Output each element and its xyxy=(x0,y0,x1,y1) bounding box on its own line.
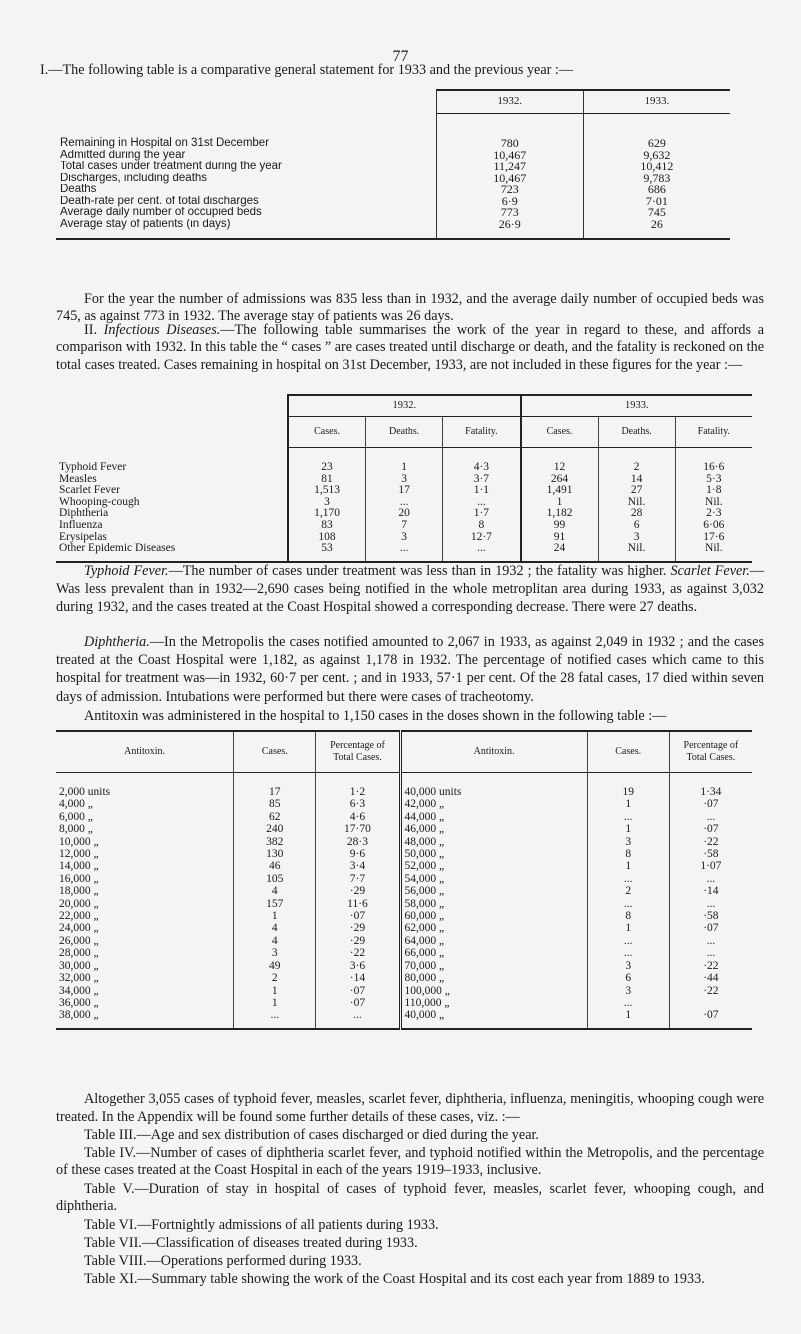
table2-cell-c32: 23 xyxy=(288,448,365,474)
table1-row xyxy=(56,219,730,240)
table1-value-1933: 686 xyxy=(583,184,730,196)
table3-pct-right: ... xyxy=(669,873,752,885)
table3-pct-right: ·14 xyxy=(669,885,752,897)
table3-pct-left: 7·7 xyxy=(316,873,400,885)
table1-value-1932: 10,467 xyxy=(436,150,583,162)
table3-dose-right: 80,000 „ xyxy=(400,972,587,984)
table1-value-1932: 11,247 xyxy=(436,161,583,173)
table3-pct-right: ... xyxy=(669,811,752,823)
table3-pct-right: ·07 xyxy=(669,823,752,835)
diphtheria-heading: Diphtheria. xyxy=(84,634,150,650)
table1-row-label: Total cases under treatment during the year xyxy=(60,161,282,172)
table1-header-1932: 1932. xyxy=(436,90,583,114)
table2-cell-d33: 2 xyxy=(598,448,675,474)
table3-dose-right: 46,000 „ xyxy=(400,823,587,835)
table1-row xyxy=(56,150,730,162)
scarlet-heading: Scarlet Fever. xyxy=(670,563,750,579)
table3-pct-right: ·07 xyxy=(669,922,752,934)
table1-row xyxy=(56,207,730,219)
table3-cases-left: 17 xyxy=(234,773,316,799)
table1-value-1933: 10,412 xyxy=(583,161,730,173)
table2-cell-f32: 12·7 xyxy=(443,532,521,544)
table1-row-label: Deaths xyxy=(60,184,97,195)
table2-disease-label: Measles xyxy=(59,473,97,485)
table3-pct-left: ·29 xyxy=(316,885,400,897)
table2-cell-d33: 14 xyxy=(598,474,675,486)
table1-row xyxy=(56,184,730,196)
table3-cases-right: ... xyxy=(587,997,669,1009)
table2-cell-c32: 81 xyxy=(288,474,365,486)
table2-sub-deaths-1932: Deaths. xyxy=(366,417,443,448)
table1-row-label: Death-rate per cent. of total discharges xyxy=(60,195,259,207)
table2-cell-c33: 24 xyxy=(521,543,598,562)
table2-subheader-row xyxy=(56,417,752,448)
table3-pct-right xyxy=(669,997,752,1009)
table3-row xyxy=(56,910,752,922)
table3-pct-right: ·07 xyxy=(669,798,752,810)
table3-pct-left: 3·6 xyxy=(316,960,400,972)
table3-row xyxy=(56,798,752,810)
table2-cell-d32: ... xyxy=(366,543,443,562)
table3-dose-left: 4,000 „ xyxy=(59,798,93,811)
table3-pct-right: ·07 xyxy=(669,1009,752,1028)
table2-cell-f33: 2·3 xyxy=(675,508,752,520)
table3-cases-right: 8 xyxy=(587,848,669,860)
table2-sub-deaths-1933: Deaths. xyxy=(598,417,675,448)
table3-header-antitoxin-right: Antitoxin. xyxy=(400,731,587,773)
table1-value-1933: 9,783 xyxy=(583,173,730,185)
table1-row xyxy=(56,196,730,208)
table2-cell-c33: 1,491 xyxy=(521,485,598,497)
table2-cell-d33: 27 xyxy=(598,485,675,497)
table3-row xyxy=(56,922,752,934)
table2-cell-d32: ... xyxy=(366,497,443,509)
appendix-item: Table VI.—Fortnightly admissions of all patients during 1933. xyxy=(84,1217,439,1233)
table1-value-1932: 6·9 xyxy=(436,196,583,208)
table3-cases-right: 3 xyxy=(587,985,669,997)
infectious-diseases-heading: Infectious Diseases. xyxy=(103,322,221,338)
table2-cell-c33: 264 xyxy=(521,474,598,486)
table3-pct-left: ·07 xyxy=(316,985,400,997)
table2-sub-cases-1933: Cases. xyxy=(521,417,598,448)
infectious-diseases-table xyxy=(56,394,752,563)
table3-dose-right: 40,000 „ xyxy=(400,1009,587,1028)
table2-row xyxy=(56,520,752,532)
table3-pct-left: 1·2 xyxy=(316,773,400,799)
typhoid-text: —The number of cases under treatment was less than in 1932 ; the fatality was higher. xyxy=(168,563,667,579)
table3-pct-left: 9·6 xyxy=(316,848,400,860)
table3-cases-right: 3 xyxy=(587,836,669,848)
table2-sub-fatality-1933: Fatality. xyxy=(675,417,752,448)
table3-row xyxy=(56,836,752,848)
table3-pct-left: ·07 xyxy=(316,997,400,1009)
table2-cell-d32: 1 xyxy=(366,448,443,474)
table3-row xyxy=(56,972,752,984)
table3-dose-left: 36,000 „ xyxy=(59,996,99,1009)
table3-row xyxy=(56,848,752,860)
table3-cases-left: 157 xyxy=(234,898,316,910)
table3-cases-right: 19 xyxy=(587,773,669,799)
table3-dose-left: 10,000 „ xyxy=(59,835,99,848)
table3-row xyxy=(56,885,752,897)
table1-row-label: Remaining in Hospital on 31st December xyxy=(60,136,270,149)
table3-dose-left: 38,000 „ xyxy=(56,1009,234,1028)
table2-cell-f33: 1·8 xyxy=(675,485,752,497)
table3-pct-left: ·07 xyxy=(316,910,400,922)
table2-year-1932: 1932. xyxy=(288,395,520,417)
comparative-statement-table xyxy=(56,89,730,240)
table3-dose-right: 110,000 „ xyxy=(400,997,587,1009)
table3-cases-left: 105 xyxy=(234,873,316,885)
table3-cases-right: ... xyxy=(587,811,669,823)
table3-row xyxy=(56,773,752,799)
table3-dose-right: 50,000 „ xyxy=(400,848,587,860)
table1-header-row xyxy=(56,90,730,114)
table3-dose-left: 18,000 „ xyxy=(59,885,99,898)
table3-dose-right: 42,000 „ xyxy=(400,798,587,810)
table3-dose-left: 26,000 „ xyxy=(59,934,99,947)
table3-pct-left: ·29 xyxy=(316,922,400,934)
table2-disease-label: Diphtheria xyxy=(59,508,109,520)
table1-value-1933: 9,632 xyxy=(583,150,730,162)
table3-pct-left: 17·70 xyxy=(316,823,400,835)
table2-cell-c32: 108 xyxy=(288,532,365,544)
typhoid-heading: Typhoid Fever. xyxy=(84,563,169,579)
table2-disease-label: Typhoid Fever xyxy=(59,460,127,473)
table3-cases-right: 3 xyxy=(587,960,669,972)
table3-cases-left: 1 xyxy=(234,985,316,997)
table2-disease-label: Influenza xyxy=(59,519,103,531)
table3-pct-right: ·22 xyxy=(669,985,752,997)
table3-dose-left: 6,000 „ xyxy=(59,810,93,823)
table3-header-cases-right: Cases. xyxy=(587,731,669,773)
table3-row xyxy=(56,898,752,910)
table3-pct-right: ·44 xyxy=(669,972,752,984)
table2-cell-f33: Nil. xyxy=(675,543,752,562)
table3-cases-right: ... xyxy=(587,935,669,947)
table3-cases-left: 2 xyxy=(234,972,316,984)
table3-dose-right: 60,000 „ xyxy=(400,910,587,922)
table2-year-row xyxy=(56,395,752,417)
table2-cell-d33: 3 xyxy=(598,532,675,544)
table3-dose-right: 58,000 „ xyxy=(400,898,587,910)
table3-pct-right: ·58 xyxy=(669,848,752,860)
table3-cases-right: 1 xyxy=(587,823,669,835)
table3-row xyxy=(56,935,752,947)
table3-row xyxy=(56,811,752,823)
table2-cell-c33: 91 xyxy=(521,532,598,544)
table3-cases-left: 1 xyxy=(234,910,316,922)
table1-row-label: Admitted during the year xyxy=(60,149,186,161)
table3-dose-left: 20,000 „ xyxy=(59,897,99,910)
table1-row-label: Discharges, including deaths xyxy=(60,172,208,184)
table3-pct-right: ... xyxy=(669,935,752,947)
table3-pct-right: ·58 xyxy=(669,910,752,922)
table3-row xyxy=(56,1009,752,1028)
table3-cases-right: ... xyxy=(587,947,669,959)
table3-dose-right: 40,000 units xyxy=(400,773,587,799)
table3-dose-right: 48,000 „ xyxy=(400,836,587,848)
table3-header-cases-left: Cases. xyxy=(234,731,316,773)
appendix-item: Table XI.—Summary table showing the work of the Coast Hospital and its cost each year from 1889 to 1933. xyxy=(84,1271,705,1287)
diphtheria-text: —In the Metropolis the cases notified amounted to 2,067 in 1933, as against 2,049 in 1932 ; and the cases treated at the Coast Hospital were 1,182, as against 1,178 in 1932. The percentage of notified cases which came to this hospital for treatment was—in 1932, 60·7 per cent. ; and in 1933, 57·1 per cent. Of the 28 fatal cases, 17 died within seven days of admission. Intubations were performed but there were cases of tracheotomy. xyxy=(56,634,764,705)
table3-dose-right: 66,000 „ xyxy=(400,947,587,959)
table3-cases-right: 1 xyxy=(587,860,669,872)
table3-dose-left: 12,000 „ xyxy=(59,848,99,861)
table3-cases-left: 62 xyxy=(234,811,316,823)
table2-cell-d33: Nil. xyxy=(598,543,675,562)
table3-dose-right: 56,000 „ xyxy=(400,885,587,897)
appendix-item: Table III.—Age and sex distribution of cases discharged or died during the year. xyxy=(84,1127,539,1143)
table3-dose-left: 16,000 „ xyxy=(59,872,99,885)
typhoid-scarlet-paragraph xyxy=(56,562,764,616)
table1-value-1933: 745 xyxy=(583,207,730,219)
section-number: II. xyxy=(84,322,97,338)
table2-disease-label: Other Epidemic Diseases xyxy=(56,543,288,562)
table3-dose-right: 64,000 „ xyxy=(400,935,587,947)
table3-pct-right: 1·34 xyxy=(669,773,752,799)
table2-row xyxy=(56,543,752,562)
table2-cell-c33: 99 xyxy=(521,520,598,532)
table3-row xyxy=(56,985,752,997)
table3-pct-left: ... xyxy=(316,1009,400,1028)
table2-cell-c32: 3 xyxy=(288,497,365,509)
table2-disease-label: Whooping-cough xyxy=(59,496,140,508)
table1-value-1932: 773 xyxy=(436,207,583,219)
table3-cases-left: 49 xyxy=(234,960,316,972)
table3-dose-left: 8,000 „ xyxy=(59,823,93,836)
table2-sub-cases-1932: Cases. xyxy=(288,417,365,448)
table1-value-1933: 26 xyxy=(583,219,730,240)
table3-dose-right: 62,000 „ xyxy=(400,922,587,934)
antitoxin-intro: Antitoxin was administered in the hospital to 1,150 cases in the doses shown in the following table :— xyxy=(84,708,667,724)
table2-cell-f32: 8 xyxy=(443,520,521,532)
table2-cell-d33: Nil. xyxy=(598,497,675,509)
appendix-item: Table VII.—Classification of diseases treated during 1933. xyxy=(84,1235,418,1251)
page-number: 77 xyxy=(392,48,409,65)
table3-cases-left: 46 xyxy=(234,860,316,872)
table1-row-label: Average daily number of occupied beds xyxy=(60,207,262,218)
scarlet-text: —Was less prevalent than in 1932—2,690 cases being notified in the whole metroplitan area during 1933, as against 3,032 during 1932, and the cases treated at the Coast Hospital showed a corresponding decrease. There were 27 deaths. xyxy=(56,563,764,615)
table3-pct-left: ·29 xyxy=(316,935,400,947)
appendix-item: Table V.—Duration of stay in hospital of cases of typhoid fever, measles, scarlet fever, whooping cough, and diphtheria. xyxy=(56,1181,764,1215)
table3-row xyxy=(56,947,752,959)
antitoxin-table xyxy=(56,730,752,1030)
table3-cases-left: 4 xyxy=(234,885,316,897)
table2-cell-f33: 5·3 xyxy=(675,474,752,486)
table3-dose-left: 32,000 „ xyxy=(59,972,99,985)
table2-cell-f33: 17·6 xyxy=(675,532,752,544)
table3-dose-left: 24,000 „ xyxy=(59,922,99,935)
table2-cell-f32: 4·3 xyxy=(443,448,521,474)
table3-row xyxy=(56,823,752,835)
table2-cell-f32: ... xyxy=(443,543,521,562)
table2-cell-d32: 20 xyxy=(366,508,443,520)
table3-dose-left: 28,000 „ xyxy=(59,947,99,960)
table3-header-row xyxy=(56,731,752,773)
table3-dose-right: 44,000 „ xyxy=(400,811,587,823)
table3-header-pct-right: Percentage of Total Cases. xyxy=(669,731,752,773)
table2-cell-c32: 1,513 xyxy=(288,485,365,497)
table3-pct-left: ·22 xyxy=(316,947,400,959)
table3-row xyxy=(56,873,752,885)
table2-cell-f32: 3·7 xyxy=(443,474,521,486)
summary-paragraph: Altogether 3,055 cases of typhoid fever, measles, scarlet fever, diphtheria, influenza, meningitis, whooping cough were treated. In the Appendix will be found some further details of these cases, viz. :— xyxy=(56,1091,764,1125)
table3-cases-right: ... xyxy=(587,873,669,885)
table1-value-1933: 7·01 xyxy=(583,196,730,208)
table1-value-1932: 723 xyxy=(436,184,583,196)
table1-header-1933: 1933. xyxy=(583,90,730,114)
table1-row xyxy=(56,161,730,173)
table3-cases-left: ... xyxy=(234,1009,316,1028)
table2-sub-fatality-1932: Fatality. xyxy=(443,417,521,448)
table3-row xyxy=(56,860,752,872)
table1-row xyxy=(56,173,730,185)
table3-dose-left: 30,000 „ xyxy=(59,959,99,972)
table3-pct-left: 6·3 xyxy=(316,798,400,810)
table3-pct-right: ·22 xyxy=(669,960,752,972)
table3-header-antitoxin-left: Antitoxin. xyxy=(56,731,234,773)
table3-pct-right: ... xyxy=(669,898,752,910)
table3-cases-right: 8 xyxy=(587,910,669,922)
table2-cell-c32: 83 xyxy=(288,520,365,532)
table1-row-label: Average stay of patients (in days) xyxy=(56,219,436,240)
table2-cell-f33: 16·6 xyxy=(675,448,752,474)
table1-value-1933: 629 xyxy=(583,114,730,150)
table2-cell-f33: Nil. xyxy=(675,497,752,509)
table3-cases-left: 382 xyxy=(234,836,316,848)
table3-pct-right: 1·07 xyxy=(669,860,752,872)
table3-cases-right: ... xyxy=(587,898,669,910)
table3-cases-left: 4 xyxy=(234,922,316,934)
admissions-paragraph: For the year the number of admissions was 835 less than in 1932, and the average daily number of occupied beds was 745, as against 773 in 1932. The average stay of patients was 26 days. xyxy=(56,291,764,325)
table2-cell-f32: ... xyxy=(443,497,521,509)
table2-cell-d33: 6 xyxy=(598,520,675,532)
table3-dose-right: 100,000 „ xyxy=(400,985,587,997)
appendix-item: Table IV.—Number of cases of diphtheria scarlet fever, and typhoid notified within the Metropolis, and the percentage of these cases treated at the Coast Hospital in each of the years 1919–1933, inclusive. xyxy=(56,1145,764,1179)
table2-cell-c33: 1,182 xyxy=(521,508,598,520)
infectious-diseases-text: —The following table summarises the work of the year in regard to these, and affords a comparison with 1932. In this table the “ cases ” are cases treated until discharge or death, and the fatality is reckoned on the total cases treated. Cases remaining in hospital on 31st December, 1933, are not included in these figures for the year :— xyxy=(56,322,765,373)
table2-cell-d33: 28 xyxy=(598,508,675,520)
table3-dose-right: 70,000 „ xyxy=(400,960,587,972)
table2-row xyxy=(56,448,752,474)
table3-pct-left: 28·3 xyxy=(316,836,400,848)
table2-cell-f32: 1·1 xyxy=(443,485,521,497)
table3-pct-right: ·22 xyxy=(669,836,752,848)
table3-pct-left: 4·6 xyxy=(316,811,400,823)
table2-cell-d32: 3 xyxy=(366,532,443,544)
infectious-diseases-paragraph xyxy=(56,322,764,374)
table2-disease-label: Scarlet Fever xyxy=(59,485,120,497)
table2-disease-label: Erysipelas xyxy=(59,531,107,543)
table2-cell-c32: 1,170 xyxy=(288,508,365,520)
table3-row xyxy=(56,997,752,1009)
table1-value-1932: 26·9 xyxy=(436,219,583,240)
table3-cases-right: 1 xyxy=(587,922,669,934)
table2-cell-f33: 6·06 xyxy=(675,520,752,532)
table2-cell-d32: 17 xyxy=(366,485,443,497)
table3-dose-left: 14,000 „ xyxy=(59,860,99,873)
table2-cell-d32: 3 xyxy=(366,474,443,486)
table3-cases-left: 1 xyxy=(234,997,316,1009)
table3-cases-left: 240 xyxy=(234,823,316,835)
table3-cases-right: 1 xyxy=(587,1009,669,1028)
table3-dose-right: 54,000 „ xyxy=(400,873,587,885)
table2-cell-f32: 1·7 xyxy=(443,508,521,520)
table3-cases-left: 3 xyxy=(234,947,316,959)
table3-cases-left: 4 xyxy=(234,935,316,947)
table2-cell-d32: 7 xyxy=(366,520,443,532)
table3-pct-right: ... xyxy=(669,947,752,959)
table2-cell-c33: 1 xyxy=(521,497,598,509)
table3-cases-right: 6 xyxy=(587,972,669,984)
table3-cases-right: 2 xyxy=(587,885,669,897)
table3-row xyxy=(56,960,752,972)
diphtheria-paragraph xyxy=(56,633,764,706)
intro-text: I.—The following table is a comparative general statement for 1933 and the previous year :— xyxy=(40,62,574,78)
table3-cases-left: 85 xyxy=(234,798,316,810)
table2-cell-c33: 12 xyxy=(521,448,598,474)
table2-year-1933: 1933. xyxy=(521,395,752,417)
table3-cases-right: 1 xyxy=(587,798,669,810)
table3-pct-left: 3·4 xyxy=(316,860,400,872)
table3-pct-left: 11·6 xyxy=(316,898,400,910)
table3-cases-left: 130 xyxy=(234,848,316,860)
table3-pct-left: ·14 xyxy=(316,972,400,984)
table1-row xyxy=(56,114,730,150)
table3-header-pct-left: Percentage of Total Cases. xyxy=(316,731,400,773)
appendix-item: Table VIII.—Operations performed during 1933. xyxy=(84,1253,362,1269)
table2-cell-c32: 53 xyxy=(288,543,365,562)
table3-dose-left: 22,000 „ xyxy=(59,910,99,923)
table3-dose-right: 52,000 „ xyxy=(400,860,587,872)
table1-value-1932: 10,467 xyxy=(436,173,583,185)
table1-value-1932: 780 xyxy=(436,114,583,150)
table3-dose-left: 2,000 units xyxy=(59,786,111,798)
table3-dose-left: 34,000 „ xyxy=(59,984,99,997)
